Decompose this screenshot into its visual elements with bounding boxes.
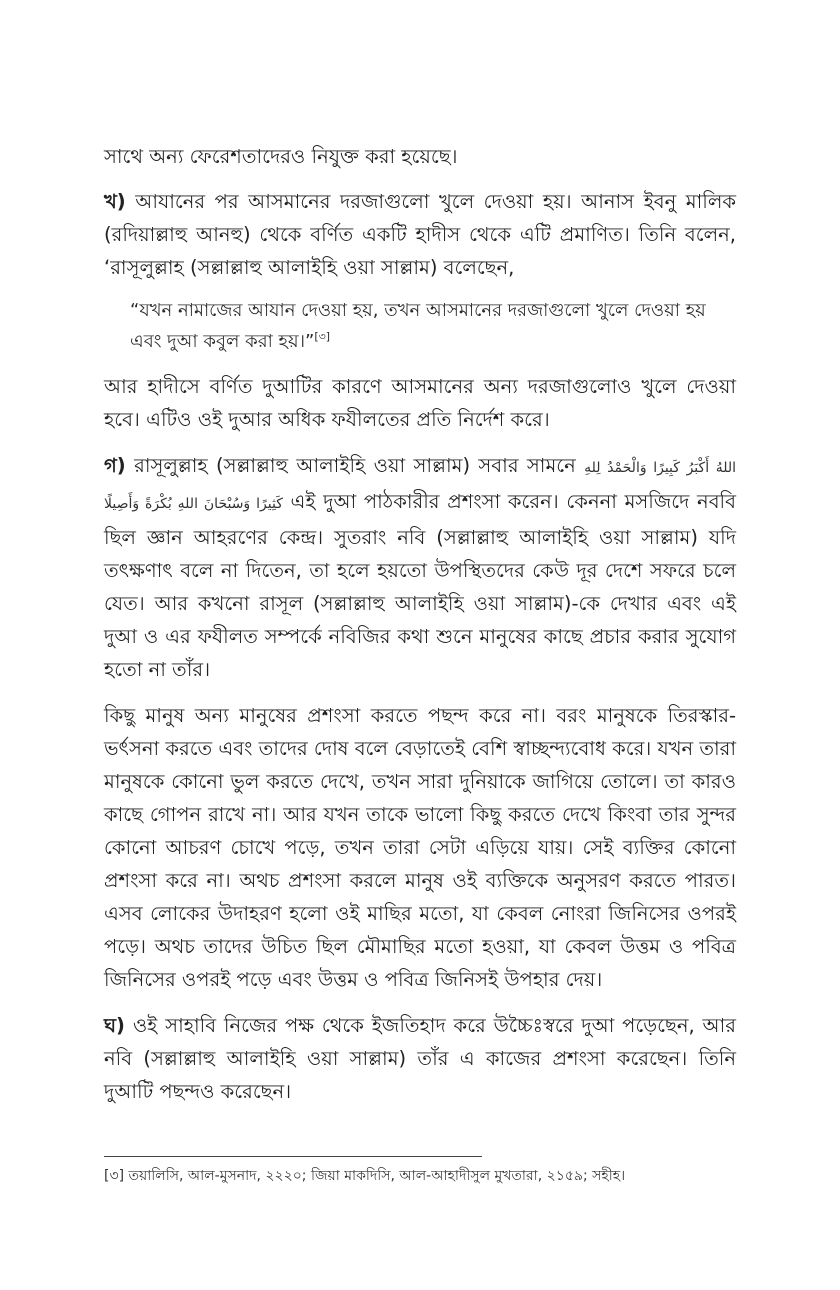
paragraph-kha [104,185,736,284]
paragraph-explanation [104,370,736,436]
paragraph-text: রাসূলুল্লাহ (সল্লাল্লাহু আলাইহি ওয়া সাল্লাম) সবার সামনে [134,454,576,477]
paragraph-text: আর হাদীসে বর্ণিত দুআটির কারণে আসমানের অন্য দরজাগুলোও খুলে দেওয়া হবে। এটিও ওই দুআর অধিক ফযীলতের প্রতি নির্দেশ করে। [104,375,736,431]
paragraph-text: আযানের পর আসমানের দরজাগুলো খুলে দেওয়া হয়। আনাস ইবনু মালিক (রদিয়াল্লাহু আনহু) থেকে বর্ণিত একটি হাদীস থেকে এটি প্রমাণিত। তিনি বলেন, ‘রাসূলুল্লাহ (সল্লাল্লাহু আলাইহি ওয়া সাল্লাম) বলেছেন, [104,190,736,279]
footnote [104,1165,736,1187]
point-label: ঘ) [104,1014,125,1037]
footnote-text: তয়ালিসি, আল-মুসনাদ, ২২২০; জিয়া মাকদিসি, আল-আহাদীসুল মুখতারা, ২১৫৯; সহীহ। [128,1168,626,1184]
footnote-marker: [৩] [104,1168,125,1184]
body-text [104,140,736,1121]
paragraph-text: এই দুআ পাঠকারীর প্রশংসা করেন। কেননা মসজিদে নববি ছিল জ্ঞান আহরণের কেন্দ্র। সুতরাং নবি (সল্লাল্লাহু আলাইহি ওয়া সাল্লাম) যদি তৎক্ষণাৎ বলে না দিতেন, তা হলে হয়তো উপস্থিতদের কেউ দূর দেশে সফরে চলে যেত। আর কখনো রাসূল (সল্লাল্লাহু আলাইহি ওয়া সাল্লাম)-কে দেখার এবং এই দুআ ও এর ফযীলত সম্পর্কে নবিজির কথা শুনে মানুষের কাছে প্রচার করার সুযোগ হতো না তাঁর। [104,490,736,681]
paragraph-text: সাথে অন্য ফেরেশতাদেরও নিযুক্ত করা হয়েছে। [104,145,458,168]
paragraph-reflection [104,699,736,996]
paragraph-text: ওই সাহাবি নিজের পক্ষ থেকে ইজতিহাদ করে উচ্চৈঃস্বরে দুআ পড়েছেন, আর নবি (সল্লাল্লাহু আলাইহি ওয়া সাল্লাম) তাঁর এ কাজের প্রশংসা করেছেন। তিনি দুআটি পছন্দও করেছেন। [104,1014,736,1103]
arabic-dua: اللهُ أَكْبَرُ كَبِيرًا وَالْحَمْدُ لِلهِ كَثِيرًا وَسُبْحَانَ اللهِ بُكْرَةً وَأَصِيلًا [104,460,737,512]
point-label: খ) [104,190,126,213]
hadith-quote [130,295,736,357]
point-label: গ) [104,454,126,477]
paragraph-ga [104,449,736,686]
footnote-divider [104,1156,482,1157]
paragraph-gha [104,1009,736,1108]
footnote-reference[interactable]: [৩] [314,330,331,343]
paragraph-continuation [104,140,736,173]
quote-text: “যখন নামাজের আযান দেওয়া হয়, তখন আসমানের দরজাগুলো খুলে দেওয়া হয় এবং দুআ কবুল করা হয়।” [130,300,706,352]
paragraph-text: কিছু মানুষ অন্য মানুষের প্রশংসা করতে পছন্দ করে না। বরং মানুষকে তিরস্কার-ভর্ৎসনা করতে এবং তাদের দোষ বলে বেড়াতেই বেশি স্বাচ্ছন্দ্যবোধ করে। যখন তারা মানুষকে কোনো ভুল করতে দেখে, তখন সারা দুনিয়াকে জাগিয়ে তোলে। তা কারও কাছে গোপন রাখে না। আর যখন তাকে ভালো কিছু করতে দেখে কিংবা তার সুন্দর কোনো আচরণ চোখে পড়ে, তখন তারা সেটা এড়িয়ে যায়। সেই ব্যক্তির কোনো প্রশংসা করে না। অথচ প্রশংসা করলে মানুষ ওই ব্যক্তিকে অনুসরণ করতে পারত। এসব লোকের উদাহরণ হলো ওই মাছির মতো, যা কেবল নোংরা জিনিসের ওপরই পড়ে। অথচ তাদের উচিত ছিল মৌমাছির মতো হওয়া, যা কেবল উত্তম ও পবিত্র জিনিসের ওপরই পড়ে এবং উত্তম ও পবিত্র জিনিসই উপহার দেয়। [104,704,737,991]
